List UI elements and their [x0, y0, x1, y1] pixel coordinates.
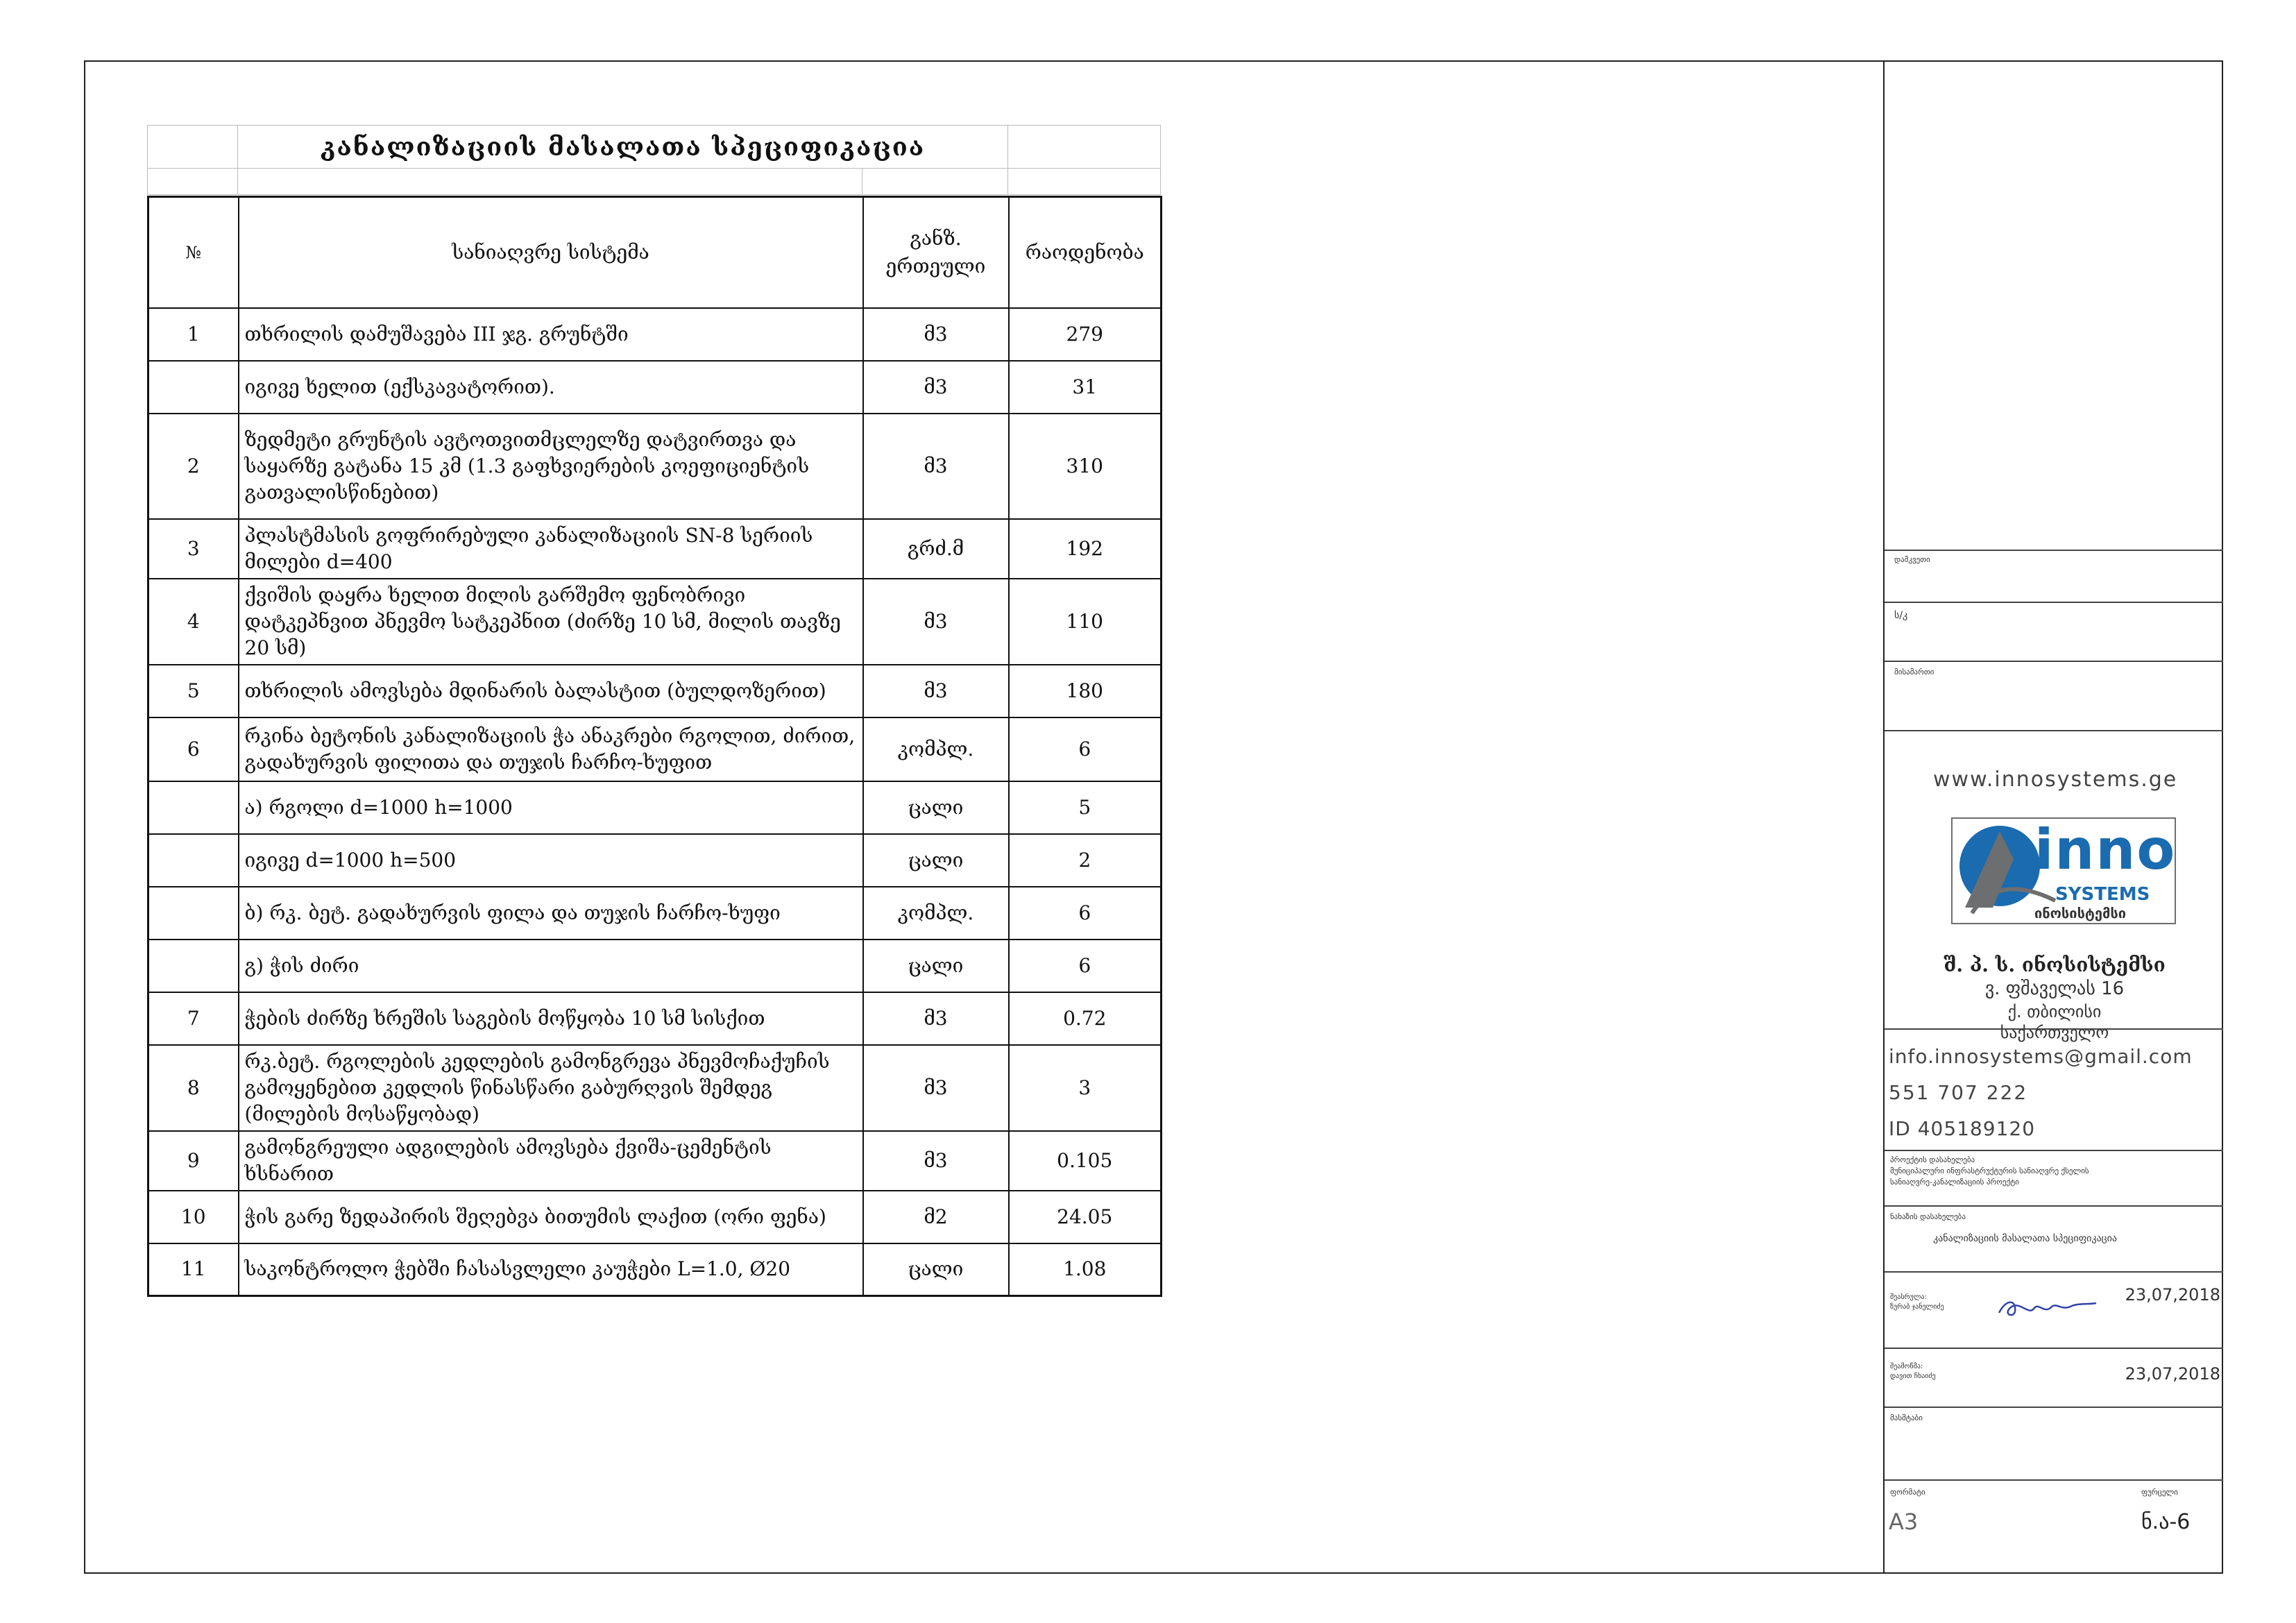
checker-label: შეამოწმა: — [1890, 1363, 1923, 1370]
row-quantity: 1.08 — [1009, 1243, 1162, 1296]
row-quantity: 0.72 — [1009, 992, 1162, 1045]
row-description: გ) ჭის ძირი — [239, 940, 863, 992]
table-row — [148, 834, 1162, 887]
table-row — [148, 1243, 1162, 1296]
spec-title: კანალიზაციის მასალათა სპეციფიკაცია — [238, 126, 1008, 169]
row-number: 5 — [148, 665, 239, 717]
phone-text: 551 707 222 — [1889, 1081, 2028, 1104]
row-unit: გრძ.მ — [863, 519, 1009, 579]
website-text[interactable]: www.innosystems.ge — [1933, 767, 2178, 792]
row-quantity: 24.05 — [1009, 1191, 1162, 1243]
table-row — [148, 1191, 1162, 1243]
row-number: 9 — [148, 1131, 239, 1191]
designer-date: 23,07,2018 — [2125, 1285, 2220, 1305]
project-section — [1885, 1150, 2223, 1205]
table-row — [148, 519, 1162, 579]
row-unit: მ3 — [863, 665, 1009, 717]
table-row — [148, 887, 1162, 940]
row-unit: კომპლ. — [863, 717, 1009, 781]
address-line-1: ვ. ფშაველას 16 — [1984, 978, 2125, 999]
row-number: 6 — [148, 717, 239, 781]
drawing-name: კანალიზაციის მასალათა სპეციფიკაცია — [1933, 1233, 2118, 1244]
row-number: 4 — [148, 579, 239, 665]
row-quantity: 310 — [1009, 414, 1162, 519]
row-number — [148, 781, 239, 834]
row-description: ჭის გარე ზედაპირის შეღებვა ბითუმის ლაქით (ორი ფენა) — [239, 1191, 863, 1243]
table-row — [148, 414, 1162, 519]
header-unit: განზ. ერთეული — [863, 197, 1009, 308]
row-unit: ცალი — [863, 940, 1009, 992]
row-description: ა) რგოლი d=1000 h=1000 — [239, 781, 863, 834]
row-quantity: 31 — [1009, 361, 1162, 414]
row-number — [148, 361, 239, 414]
address-section — [1885, 661, 2223, 730]
checker-name: დავით ჩხაიძე — [1890, 1373, 1936, 1380]
row-number: 3 — [148, 519, 239, 579]
row-number: 8 — [148, 1045, 239, 1131]
row-number — [148, 940, 239, 992]
row-description: იგივე d=1000 h=500 — [239, 834, 863, 887]
row-unit: კომპლ. — [863, 887, 1009, 940]
format-label: ფორმატი — [1890, 1488, 1925, 1497]
table-row — [148, 992, 1162, 1045]
designer-name: ზურაბ ჯანელიძე — [1890, 1303, 1944, 1311]
row-quantity: 0.105 — [1009, 1131, 1162, 1191]
logo-sub: SYSTEMS — [2055, 884, 2150, 905]
row-number — [148, 887, 239, 940]
table-row — [148, 717, 1162, 781]
row-description: რკ.ბეტ. რგოლების კედლების გამონგრევა პნევმოჩაქუჩის გამოყენებით კედლის წინასწარი გაბურღვის შემდეგ (მილების მოსაწყობად) — [239, 1045, 863, 1131]
table-row — [148, 1131, 1162, 1191]
id-text: ID 405189120 — [1889, 1117, 2036, 1140]
row-number — [148, 834, 239, 887]
table-row — [148, 665, 1162, 717]
row-unit: ცალი — [863, 1243, 1009, 1296]
row-description: საკონტროლო ჭებში ჩასასვლელი კაუჭები L=1.0, Ø20 — [239, 1243, 863, 1296]
sheet-value: ნ.ა-6 — [2141, 1510, 2191, 1534]
checker-date: 23,07,2018 — [2125, 1364, 2220, 1384]
row-unit: მ3 — [863, 308, 1009, 361]
table-header-row — [148, 197, 1162, 308]
row-unit: მ3 — [863, 992, 1009, 1045]
designer-section — [1885, 1271, 2223, 1348]
row-number: 11 — [148, 1243, 239, 1296]
address-line-2: ქ. თბილისი — [2007, 1002, 2102, 1021]
project-name-2: სანიაღვრე-კანალიზაციის პროექტი — [1890, 1178, 2020, 1187]
address-label: მისამართი — [1894, 668, 1934, 677]
project-name-1: მუნიციპალური ინფრასტრუქტურის სანიაღვრე ქსელის — [1890, 1166, 2089, 1175]
row-description: იგივე ხელით (ექსკავატორით). — [239, 361, 863, 414]
row-description: პლასტმასის გოფრირებული კანალიზაციის SN-8 სერიის მილები d=400 — [239, 519, 863, 579]
email-text[interactable]: info.innosystems@gmail.com — [1889, 1045, 2193, 1068]
contact-section — [1885, 1028, 2223, 1150]
checker-section — [1885, 1348, 2223, 1407]
format-value: A3 — [1889, 1509, 1919, 1535]
table-row — [148, 781, 1162, 834]
row-number: 7 — [148, 992, 239, 1045]
table-row — [148, 308, 1162, 361]
row-description: თხრილის დამუშავება III ჯგ. გრუნტში — [239, 308, 863, 361]
row-unit: ცალი — [863, 834, 1009, 887]
drawing-section — [1885, 1205, 2223, 1271]
row-quantity: 6 — [1009, 887, 1162, 940]
row-quantity: 279 — [1009, 308, 1162, 361]
header-no: № — [148, 197, 239, 308]
client-label: დამკვეთი — [1894, 555, 1930, 564]
designer-label: შეასრულა: — [1890, 1293, 1927, 1301]
sheet-label: ფურცელი — [2141, 1488, 2178, 1497]
row-description: თხრილის ამოვსება მდინარის ბალასტით (ბულდოზერით) — [239, 665, 863, 717]
row-quantity: 110 — [1009, 579, 1162, 665]
table-row — [148, 1045, 1162, 1131]
company-name: შ. პ. ს. ინოსისტემსი — [1944, 953, 2166, 976]
spec-table — [147, 196, 1162, 1297]
row-description: ზედმეტი გრუნტის ავტოთვითმცლელზე დატვირთვა და საყარზე გატანა 15 კმ (1.3 გაფხვიერების კოეფიციენტის გათვალისწინებით) — [239, 414, 863, 519]
row-number: 2 — [148, 414, 239, 519]
table-row — [148, 579, 1162, 665]
client-section — [1885, 550, 2223, 602]
row-quantity: 6 — [1009, 717, 1162, 781]
header-system: სანიაღვრე სისტემა — [239, 197, 863, 308]
logo-geo: ინოსისტემსი — [2034, 905, 2127, 921]
row-description: გამონგრეული ადგილების ამოვსება ქვიშა-ცემენტის ხსნარით — [239, 1131, 863, 1191]
row-number: 10 — [148, 1191, 239, 1243]
table-row — [148, 940, 1162, 992]
taxid-label: ს/კ — [1894, 610, 1908, 621]
row-unit: მ3 — [863, 579, 1009, 665]
signature-icon — [1996, 1293, 2100, 1321]
table-row — [148, 361, 1162, 414]
row-number: 1 — [148, 308, 239, 361]
row-unit: მ3 — [863, 414, 1009, 519]
address-line-3: საქართველო — [2000, 1023, 2109, 1042]
row-unit: მ3 — [863, 1045, 1009, 1131]
row-unit: მ2 — [863, 1191, 1009, 1243]
taxid-section — [1885, 602, 2223, 661]
row-unit: ცალი — [863, 781, 1009, 834]
scale-section — [1885, 1407, 2223, 1479]
row-quantity: 5 — [1009, 781, 1162, 834]
row-unit: მ3 — [863, 361, 1009, 414]
row-description: რკინა ბეტონის კანალიზაციის ჭა ანაკრები რგოლით, ძირით, გადახურვის ფილითა და თუჯის ჩარჩო-ხუფით — [239, 717, 863, 781]
header-qty: რაოდენობა — [1009, 197, 1162, 308]
row-description: ბ) რკ. ბეტ. გადახურვის ფილა და თუჯის ჩარჩო-ხუფი — [239, 887, 863, 940]
logo-word: inno — [2034, 817, 2177, 882]
format-section — [1885, 1479, 2223, 1574]
row-quantity: 6 — [1009, 940, 1162, 992]
row-quantity: 192 — [1009, 519, 1162, 579]
row-description: ჭების ძირზე ხრეშის საგების მოწყობა 10 სმ სისქით — [239, 992, 863, 1045]
scale-label: მასშტაბი — [1890, 1413, 1923, 1422]
row-quantity: 2 — [1009, 834, 1162, 887]
row-quantity: 180 — [1009, 665, 1162, 717]
spec-title-table — [147, 125, 1161, 195]
drawing-label: ნახაზის დასახელება — [1890, 1212, 1966, 1221]
company-logo — [1951, 817, 2176, 924]
project-label: პროექტის დასახელება — [1890, 1155, 1975, 1164]
row-description: ქვიშის დაყრა ხელით მილის გარშემო ფენობრივი დატკეპნვით პნევმო სატკეპნით (ძირზე 10 სმ, მილის თავზე 20 სმ) — [239, 579, 863, 665]
row-unit: მ3 — [863, 1131, 1009, 1191]
row-quantity: 3 — [1009, 1045, 1162, 1131]
